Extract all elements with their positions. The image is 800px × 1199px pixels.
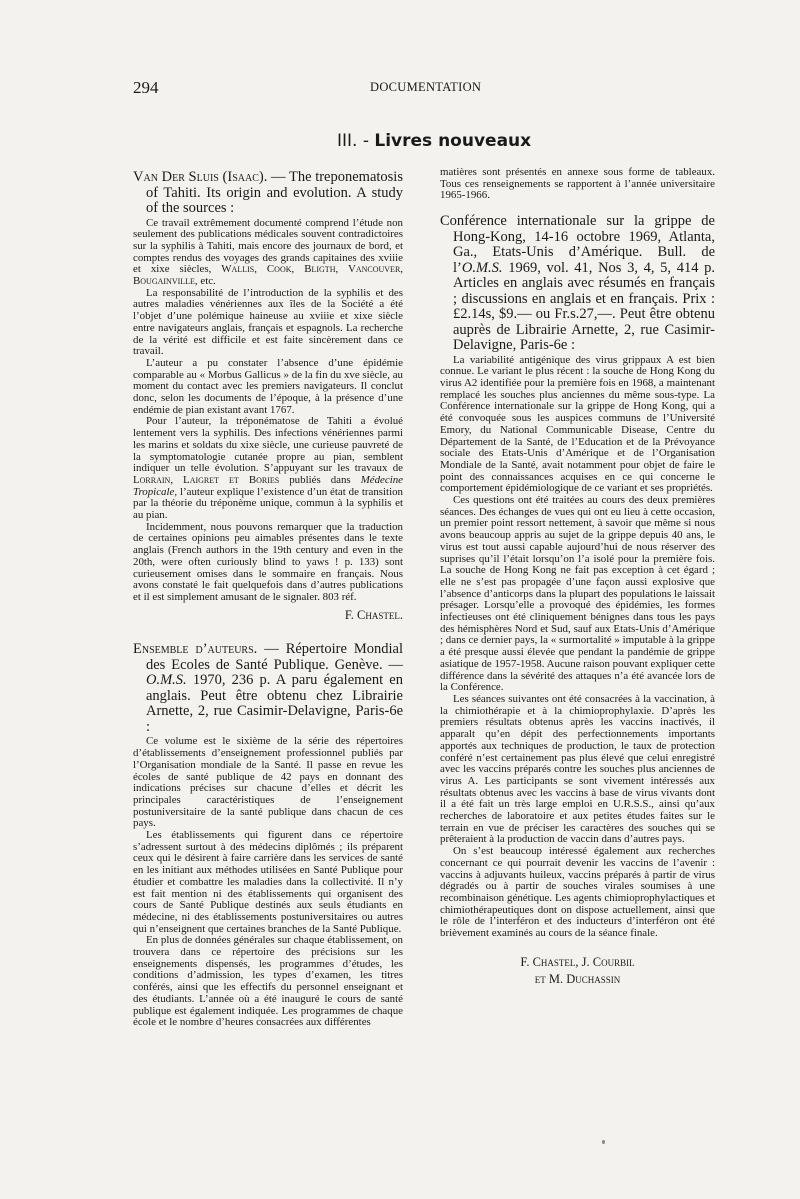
review1-p4-names: Lorrain, Laigret et Bories xyxy=(133,473,280,486)
ink-speck xyxy=(602,1140,605,1144)
review3-signature-line-2: et M. Duchassin xyxy=(534,971,621,986)
section-title xyxy=(337,131,531,151)
page-number: 294 xyxy=(133,78,159,97)
review1-p4b: publiés dans xyxy=(279,473,361,486)
review2-paragraph-2: Les établissements qui figurent dans ce répertoire s’adressent surtout à des médecins diplômés ; ils préparent ceux qui le désirent à faire carrière dans les services de santé en les initiant aux méthodes utilisées en Santé Publique pour étudier et combattre les maladies dans la collectivité. Il n’y est fait mention ni des établissements qui organisent des cours de Santé Publique destinés aux seuls étudiants en médecine, ni des établissements postuniversitaires ou autres qui n’enseignent que certaines branches de la Santé Publique. xyxy=(133,829,403,935)
review1-p4c: l’auteur explique l’existence d’un état de transition par la théorie du tréponème unique, commun à la syphilis et au pian. xyxy=(133,485,403,522)
review1-heading xyxy=(133,170,403,217)
running-head: DOCUMENTATION xyxy=(370,80,482,94)
review1-p4-journal: Médecine Tropicale, xyxy=(133,473,404,498)
review3-paragraph-1: La variabilité antigénique des virus grippaux A est bien connue. Le variant le plus récent : la souche de Hong Kong du virus A2 identifiée pour la première fois en 1968, a maintenant remplacé les souches plus anciennes du même sous-type. La Conférence internationale sur la grippe de Hong Kong, qui a été convoquée sous les auspices communs de l’Université Emory, du National Communicable Disease, Centre du Département de la Santé, de l’Education et de la Prévoyance sociale des Etats-Unis d’Amérique et de l’Organisation Mondiale de la Santé, avait notamment pour objet de faire le point des connaissances acquises en ce qui concerne le comportement épidémiologique de ce variant et ses propriétés. xyxy=(440,353,715,495)
review2-heading xyxy=(133,642,403,735)
review1-signature xyxy=(133,607,403,622)
review3-title-b: 1969, vol. 41, Nos 3, 4, 5, 414 p. Articles en anglais avec résumés en français ; discussions en anglais et en français. Prix : £2.14s, $9.— ou Fr.s.27,—. Peut être obtenu auprès de Librairie Arnette, 2, rue Casimir-Delavigne, Paris-6e : xyxy=(453,259,715,354)
review3-title-src: O.M.S. xyxy=(461,259,503,276)
review2-author: Ensemble d’auteurs. xyxy=(133,641,258,658)
review3-paragraph-2: Ces questions ont été traitées au cours des deux premières séances. Des échanges de vues qui ont eu lieu à cette occasion, un premier point ressort nettement, à savoir que même si nous avons beaucoup appris au sujet de la grippe depuis 40 ans, le virus est tout aussi capable aujourd’hui de nous réserver des suprises qu’il l’était lorsqu’on l’a isolé pour la première fois. La souche de Hong Kong ne fait pas exception à cet égard ; elle ne s’est pas propagée d’une façon aussi explosive que l’absence d’anticorps dans la plupart des populations le laissait présager. Lorsqu’elle a provoqué des épidémies, les formes infectieuses ont été cliniquement bénignes dans tous les pays des hémisphères Nord et Sud, sauf aux Etats-Unis d’Amérique ; dans ce dernier pays, la « surmortalité » imputable à la grippe a été presque aussi élevée que pendant la pandémie de grippe asiatique de 1957-1958. Aucune raison pouvant expliquer cette différence dans la sévérité des attaques n’a été avancée lors de la Conférence. xyxy=(440,494,715,694)
review1-p1-end: , etc. xyxy=(194,275,216,288)
review3-paragraph-4: On s’est beaucoup intéressé également aux recherches concernant ce qui pourrait devenir les vaccins de l’avenir : vaccins à adjuvants huileux, vaccins préparés à partir de virus dégradés ou à partir de souches virales soumises à une recombinaison génétique. Les agents chimioprophylactiques et chimiothérapeutiques dont on dispose actuellement, ainsi que le rôle de l’interféron et des inducteurs d’interféron ont été brièvement examinés au cours de la séance finale. xyxy=(440,845,715,940)
review1-paragraph-2: La responsabilité de l’introduction de la syphilis et des autres maladies vénériennes aux îles de la Société a été l’objet d’une polémique haineuse au xviiie et xixe siècle entre navigateurs anglais, français et espagnols. La recherche de la vérité est difficile et est faite sincèrement dans ce travail. xyxy=(133,286,403,358)
review1-paragraph-5: Incidemment, nous pouvons remarquer que la traduction de certaines opinions peu aimables présentes dans le texte anglais (French authors in the 19th century and even in the 20th, were often curiously blind to yaws ! p. 133) sont curieusement omises dans le sommaire en français. Nous avons constaté le fait quelquefois dans d’autres publications et il est simplement amusant de le signaler. 803 réf. xyxy=(133,520,403,603)
review2-title-a: — Répertoire Mondial des Ecoles de Santé Publique. Genève. — xyxy=(146,641,403,673)
review1-author: Van Der Sluis (Isaac). xyxy=(133,169,268,185)
right-column xyxy=(440,167,715,988)
review2-title-src: O.M.S. xyxy=(146,672,187,689)
review2-paragraph-3-continued: matières sont présentés en annexe sous forme de tableaux. Tous ces renseignements se rapportent à l’année universitaire 1965-1966. xyxy=(440,166,715,202)
review1-p1-names: Wallis, Cook, Bligth, Vancouver, Bougainville xyxy=(133,263,403,288)
review3-signature xyxy=(440,954,715,988)
review1-paragraph-3: L’auteur a pu constater l’absence d’une épidémie comparable au « Morbus Gallicus » de la fin du xve siècle, au moment du contact avec les premiers navigateurs. Il conclut donc, selon les documents de l’époque, à la présence d’une endémie de pian existant avant 1767. xyxy=(133,356,403,416)
review1-p4a: Pour l’auteur, la tréponématose de Tahiti a évolué lentement vers la syphilis. Des infections vénériennes parmi les marins et soldats du xixe siècle, une curieuse pauvreté de la symptomatologie cutanée propre au pian, semblent indiquer un telle évolution. S’appuyant sur les travaux de xyxy=(133,415,403,475)
review1-signature-text: F. Chastel. xyxy=(344,607,403,622)
review3-paragraph-3: Les séances suivantes ont été consacrées à la vaccination, à la chimiothérapie et à la chimioprophylaxie. D’après les premiers résultats obtenus après les vaccins inactivés, il apparalt qu’en dépit des perfectionnements importants apportés aux techniques de production, le taux de protection conféré n’est certainement pas plus élevé que celui enregistré avec les vaccins préparés contre les souches plus anciennes de virus A. Les participants se sont vivement intéressés aux résultats obtenus avec les vaccins à base de virus vivants dont il a été fait un très large emploi en U.R.S.S., ainsi qu’aux recherches de laboratoire et aux petites études faites sur le terrain en vue de préciser les caractères des souches qui se prêteraient à la production de vaccin dans d’autres pays. xyxy=(440,693,715,846)
review3-heading xyxy=(440,214,715,354)
review3-signature-line-1: F. Chastel, J. Courbil xyxy=(520,954,635,969)
review1-paragraph-4 xyxy=(133,416,403,521)
review2-paragraph-3: En plus de données générales sur chaque établissement, on trouvera dans ce répertoire des précisions sur les enseignements dispensés, les programmes d’études, les conditions d’admission, les types d’examen, les titres conférés, ainsi que les effectifs du personnel enseignant et des étudiants. L’année où a été inauguré le cours de santé publique est également indiquée. Les programmes de chaque école et le nombre d’heures consacrées aux différentes xyxy=(133,934,403,1029)
review1-p1-text: Ce travail extrêmement documenté comprend l’étude non seulement des publications médicales souvent contradictoires sur la syphilis à Tahiti, mais encore des journaux de bord, et comptes rendus des voyages des grands capitaines des xviiie et xixe siècles, xyxy=(133,216,403,276)
section-label: Livres nouveaux xyxy=(374,131,532,151)
review1-title: — The treponematosis of Tahiti. Its origin and evolution. A study of the sources : xyxy=(146,169,403,216)
review2-paragraph-1: Ce volume est le sixième de la série des répertoires d’établissements d’enseignement professionnel publiés par l’Organisation mondiale de la Santé. Il passe en revue les écoles de santé publique de 42 pays en donnant des indications précises sur chacune d’elles et décrit les principales caractéristiques de l’enseignement postuniversitaire de la santé publique dans chacun de ces pays. xyxy=(133,735,403,830)
review3-title-a: Conférence internationale sur la grippe de Hong-Kong, 14-16 octobre 1969, Atlanta, Ga., Etats-Unis d’Amérique. Bull. de l’ xyxy=(440,213,715,276)
left-column xyxy=(133,170,403,1029)
review2-title-b: 1970, 236 p. A paru également en anglais. Peut être obtenu chez Librairie Arnette, 2, rue Casimir-Delavigne, Paris-6e : xyxy=(146,672,403,735)
review1-paragraph-1 xyxy=(133,218,403,288)
section-number: III. - xyxy=(337,131,369,151)
